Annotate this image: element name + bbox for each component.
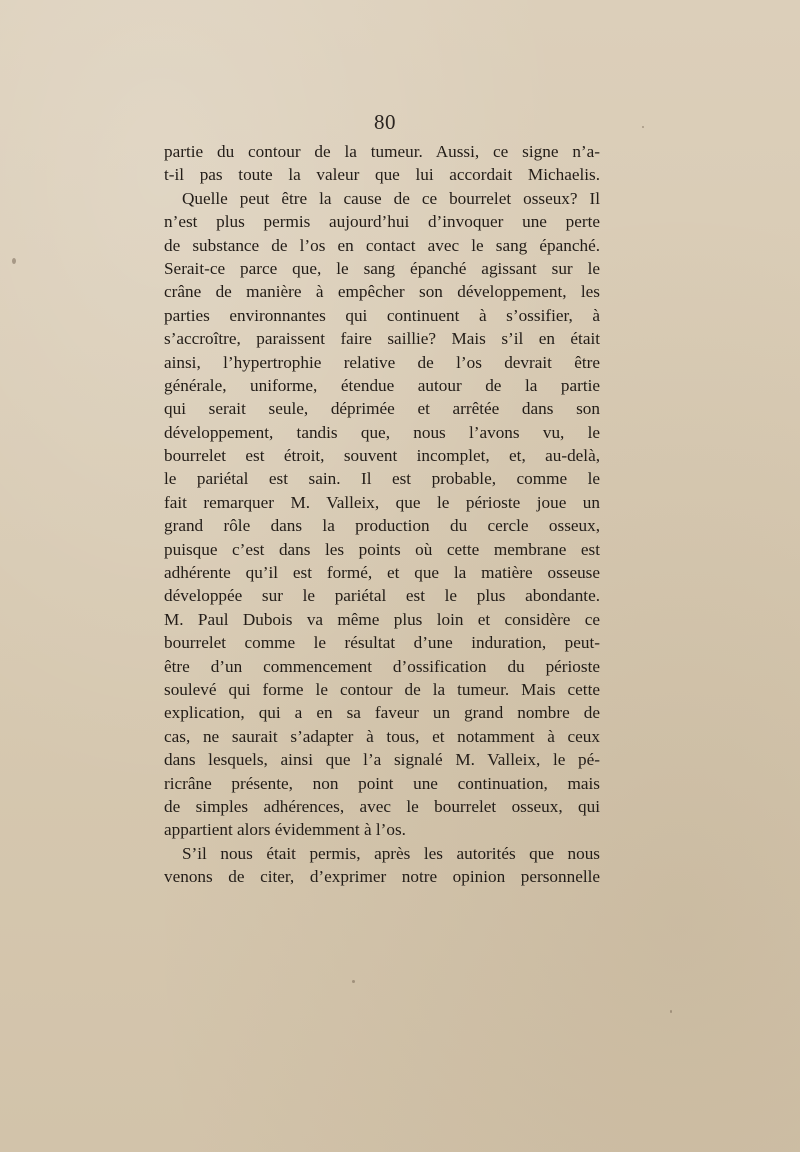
text-line: bourrelet comme le résultat d’une induration, peut-: [164, 633, 600, 653]
body-text: [164, 140, 600, 889]
text-line: t-il pas toute la valeur que lui accordait Michaelis.: [164, 165, 600, 185]
text-line: grand rôle dans la production du cercle osseux,: [164, 516, 600, 536]
text-line: Serait-ce parce que, le sang épanché agissant sur le: [164, 258, 600, 278]
text-line: M. Paul Dubois va même plus loin et considère ce: [164, 609, 600, 629]
text-line: qui serait seule, déprimée et arrêtée dans son: [164, 399, 600, 419]
text-line: ainsi, l’hypertrophie relative de l’os devrait être: [164, 352, 600, 372]
text-line: bourrelet est étroit, souvent incomplet, et, au-delà,: [164, 446, 600, 466]
text-line: appartient alors évidemment à l’os.: [164, 820, 406, 840]
text-line: n’est plus permis aujourd’hui d’invoquer une perte: [164, 212, 600, 232]
text-line: S’il nous était permis, après les autorités que nous: [182, 843, 600, 863]
text-line: Quelle peut être la cause de ce bourrelet osseux? Il: [182, 188, 600, 208]
text-line: s’accroître, paraissent faire saillie? Mais s’il en était: [164, 329, 600, 349]
text-line: développée sur le pariétal est le plus abondante.: [164, 586, 600, 606]
text-line: dans lesquels, ainsi que l’a signalé M. Valleix, le pé-: [164, 750, 600, 770]
text-line: puisque c’est dans les points où cette membrane est: [164, 539, 600, 559]
text-line: de substance de l’os en contact avec le sang épanché.: [164, 235, 600, 255]
text-line: partie du contour de la tumeur. Aussi, ce signe n’a-: [164, 142, 600, 161]
text-line: soulevé qui forme le contour de la tumeur. Mais cette: [164, 679, 600, 699]
text-line: parties environnantes qui continuent à s’ossifier, à: [164, 305, 600, 325]
text-line: crâne de manière à empêcher son développement, les: [164, 282, 600, 302]
text-line: de simples adhérences, avec le bourrelet osseux, qui: [164, 796, 600, 816]
paper-speck: [12, 258, 16, 264]
text-line: explication, qui a en sa faveur un grand nombre de: [164, 703, 600, 723]
text-line: ricrâne présente, non point une continuation, mais: [164, 773, 600, 793]
paper-speck: [352, 980, 355, 983]
text-line: fait remarquer M. Valleix, que le périoste joue un: [164, 492, 600, 512]
text-line: être d’un commencement d’ossification du périoste: [164, 656, 600, 676]
text-line: venons de citer, d’exprimer notre opinion personnelle: [164, 867, 600, 887]
text-line: le pariétal est sain. Il est probable, comme le: [164, 469, 600, 489]
paper-speck: [670, 1010, 672, 1013]
paper-speck: [642, 126, 644, 128]
page-number: 80: [374, 110, 396, 134]
text-line: générale, uniforme, étendue autour de la partie: [164, 375, 600, 395]
text-line: adhérente qu’il est formé, et que la matière osseuse: [164, 563, 600, 583]
text-line: cas, ne saurait s’adapter à tous, et notamment à ceux: [164, 726, 600, 746]
text-line: développement, tandis que, nous l’avons vu, le: [164, 422, 600, 442]
